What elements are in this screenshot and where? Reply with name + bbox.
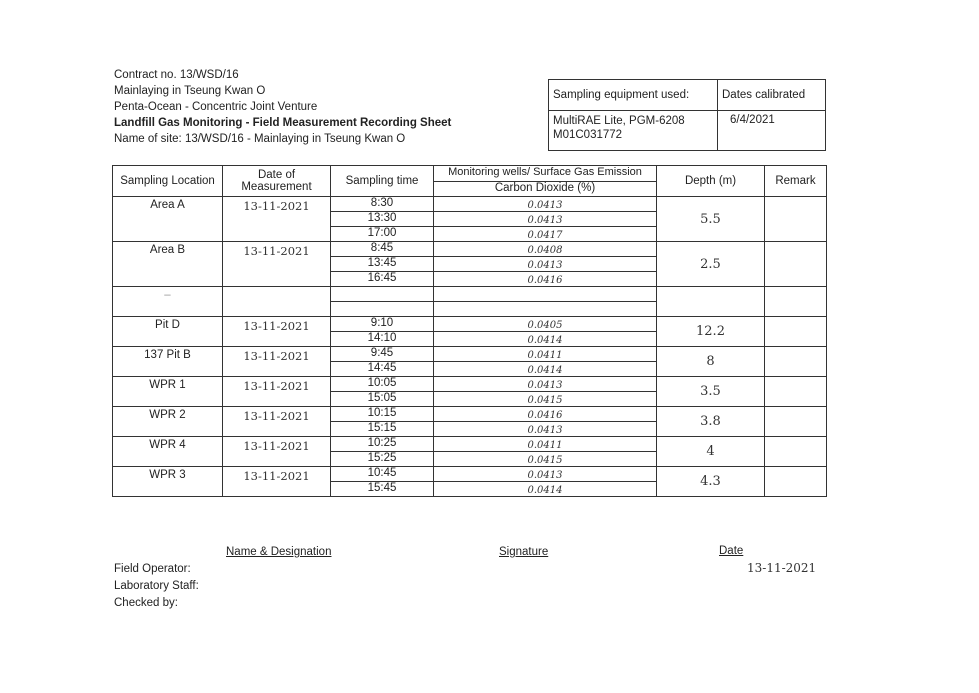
sampling-time: 9:45	[331, 347, 434, 362]
co2-value: 0.0413	[434, 212, 657, 227]
depth-value: 8	[657, 347, 765, 377]
sampling-time: 10:15	[331, 407, 434, 422]
sampling-time: 15:15	[331, 422, 434, 437]
co2-value: 0.0413	[434, 257, 657, 272]
sampling-time: 15:05	[331, 392, 434, 407]
table-row	[113, 287, 827, 302]
signature-label: Signature	[499, 546, 549, 558]
measurement-date	[223, 287, 331, 317]
co2-value: 0.0413	[434, 467, 657, 482]
sampling-time: 14:10	[331, 332, 434, 347]
sampling-time: 15:45	[331, 482, 434, 497]
co2-value: 0.0417	[434, 227, 657, 242]
measurement-date: 13-11-2021	[223, 437, 331, 467]
co2-value: 0.0408	[434, 242, 657, 257]
equipment-model: MultiRAE Lite, PGM-6208	[553, 115, 685, 127]
co2-value: 0.0411	[434, 347, 657, 362]
measurement-date: 13-11-2021	[223, 467, 331, 497]
remark-cell	[765, 242, 827, 287]
table-row	[113, 437, 827, 452]
co2-value	[434, 302, 657, 317]
remark-cell	[765, 407, 827, 437]
col-header-monitoring: Monitoring wells/ Surface Gas Emission	[434, 166, 657, 182]
measurement-date: 13-11-2021	[223, 377, 331, 407]
co2-value: 0.0415	[434, 452, 657, 467]
depth-value: 4	[657, 437, 765, 467]
table-row	[113, 377, 827, 392]
project-name: Mainlaying in Tseung Kwan O	[114, 85, 266, 97]
col-header-time: Sampling time	[331, 166, 434, 197]
contractor-name: Penta-Ocean - Concentric Joint Venture	[114, 101, 318, 113]
sampling-location: Area A	[113, 197, 223, 242]
depth-value: 3.8	[657, 407, 765, 437]
calibration-date: 6/4/2021	[718, 111, 826, 151]
field-operator-label: Field Operator:	[114, 563, 191, 575]
measurement-date: 13-11-2021	[223, 317, 331, 347]
table-row	[113, 197, 827, 212]
sampling-time: 10:45	[331, 467, 434, 482]
name-designation-label: Name & Designation	[226, 546, 332, 558]
col-header-date: Date of Measurement	[223, 166, 331, 197]
co2-value: 0.0414	[434, 482, 657, 497]
site-name: Name of site: 13/WSD/16 - Mainlaying in Tseung Kwan O	[114, 133, 406, 145]
measurement-date: 13-11-2021	[223, 407, 331, 437]
measurement-table	[112, 165, 827, 497]
sampling-location: 137 Pit B	[113, 347, 223, 377]
co2-value: 0.0414	[434, 332, 657, 347]
depth-value	[657, 287, 765, 317]
sampling-location: WPR 2	[113, 407, 223, 437]
co2-value: 0.0414	[434, 362, 657, 377]
sampling-time: 17:00	[331, 227, 434, 242]
remark-cell	[765, 347, 827, 377]
co2-value: 0.0413	[434, 422, 657, 437]
sampling-location: WPR 3	[113, 467, 223, 497]
measurement-date: 13-11-2021	[223, 347, 331, 377]
sampling-time: 10:05	[331, 377, 434, 392]
depth-value: 4.3	[657, 467, 765, 497]
equipment-table	[548, 79, 826, 151]
depth-value: 5.5	[657, 197, 765, 242]
laboratory-staff-label: Laboratory Staff:	[114, 580, 199, 592]
remark-cell	[765, 287, 827, 317]
sampling-location: –	[113, 287, 223, 317]
sheet-title: Landfill Gas Monitoring - Field Measurement Recording Sheet	[114, 117, 452, 129]
sampling-time: 13:30	[331, 212, 434, 227]
sampling-time: 8:45	[331, 242, 434, 257]
depth-value: 12.2	[657, 317, 765, 347]
sampling-time: 16:45	[331, 272, 434, 287]
sampling-location: Area B	[113, 242, 223, 287]
remark-cell	[765, 317, 827, 347]
sampling-time	[331, 287, 434, 302]
remark-cell	[765, 377, 827, 407]
measurement-date: 13-11-2021	[223, 242, 331, 287]
dates-calibrated-label: Dates calibrated	[718, 80, 826, 111]
sampling-location: WPR 1	[113, 377, 223, 407]
col-header-co2: Carbon Dioxide (%)	[434, 181, 657, 197]
signed-date: 13-11-2021	[747, 561, 817, 575]
sampling-time	[331, 302, 434, 317]
co2-value: 0.0416	[434, 407, 657, 422]
remark-cell	[765, 467, 827, 497]
sampling-time: 14:45	[331, 362, 434, 377]
sampling-location: Pit D	[113, 317, 223, 347]
co2-value: 0.0411	[434, 437, 657, 452]
table-row	[113, 407, 827, 422]
remark-cell	[765, 437, 827, 467]
remark-cell	[765, 197, 827, 242]
equipment-label: Sampling equipment used:	[549, 80, 718, 111]
sampling-location: WPR 4	[113, 437, 223, 467]
table-row	[113, 317, 827, 332]
col-header-depth: Depth (m)	[657, 166, 765, 197]
col-header-remark: Remark	[765, 166, 827, 197]
co2-value: 0.0413	[434, 377, 657, 392]
co2-value: 0.0405	[434, 317, 657, 332]
table-row	[113, 242, 827, 257]
sampling-time: 13:45	[331, 257, 434, 272]
checked-by-label: Checked by:	[114, 597, 178, 609]
sampling-time: 8:30	[331, 197, 434, 212]
equipment-serial: M01C031772	[553, 129, 623, 141]
sampling-time: 15:25	[331, 452, 434, 467]
col-header-location: Sampling Location	[113, 166, 223, 197]
co2-value: 0.0416	[434, 272, 657, 287]
sampling-time: 9:10	[331, 317, 434, 332]
co2-value: 0.0413	[434, 197, 657, 212]
co2-value: 0.0415	[434, 392, 657, 407]
co2-value	[434, 287, 657, 302]
table-row	[113, 467, 827, 482]
table-row	[113, 347, 827, 362]
sampling-time: 10:25	[331, 437, 434, 452]
depth-value: 2.5	[657, 242, 765, 287]
date-label: Date	[719, 545, 744, 557]
contract-number: Contract no. 13/WSD/16	[114, 69, 239, 81]
measurement-date: 13-11-2021	[223, 197, 331, 242]
depth-value: 3.5	[657, 377, 765, 407]
